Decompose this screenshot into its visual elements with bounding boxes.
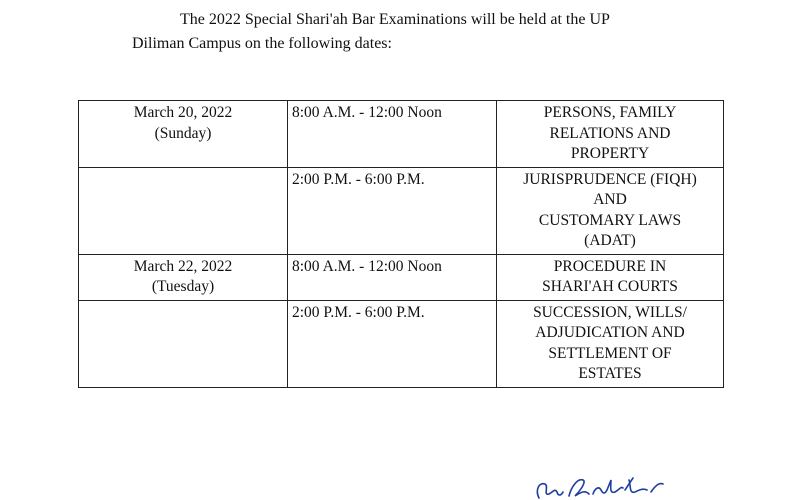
subject-line: SHARI'AH COURTS xyxy=(542,278,678,295)
subject-cell xyxy=(497,167,724,254)
subject-line: ESTATES xyxy=(578,365,642,382)
time-cell xyxy=(288,101,497,168)
date-cell xyxy=(79,101,288,168)
subject-line: CUSTOMARY LAWS xyxy=(538,211,682,229)
subject-line: PERSONS, FAMILY xyxy=(543,104,677,121)
intro-line-2: Diliman Campus on the following dates: xyxy=(132,35,392,52)
subject-line: AND xyxy=(593,191,627,208)
exam-date: March 20, 2022 xyxy=(133,104,233,121)
subject-line: PROPERTY xyxy=(570,145,650,162)
exam-day: (Sunday) xyxy=(154,124,212,142)
date-cell xyxy=(79,254,288,300)
table-row xyxy=(79,254,724,300)
intro-paragraph xyxy=(132,8,652,56)
time-cell xyxy=(288,254,497,300)
signature-icon xyxy=(525,470,685,500)
exam-time: 2:00 P.M. - 6:00 P.M. xyxy=(292,170,425,188)
exam-schedule-table xyxy=(78,100,724,388)
subject-cell xyxy=(497,300,724,387)
exam-time: 8:00 A.M. - 12:00 Noon xyxy=(292,104,442,121)
exam-day: (Tuesday) xyxy=(151,278,215,295)
subject-cell xyxy=(497,101,724,168)
exam-time: 2:00 P.M. - 6:00 P.M. xyxy=(292,303,425,321)
subject-line: JURISPRUDENCE (FIQH) xyxy=(523,170,697,188)
time-cell xyxy=(288,167,497,254)
exam-date: March 22, 2022 xyxy=(133,257,233,275)
exam-time: 8:00 A.M. - 12:00 Noon xyxy=(292,257,442,275)
subject-line: (ADAT) xyxy=(584,232,636,249)
subject-line: PROCEDURE IN xyxy=(553,257,667,275)
table-row xyxy=(79,300,724,387)
subject-line: ADJUDICATION AND xyxy=(535,324,685,341)
time-cell xyxy=(288,300,497,387)
table-row xyxy=(79,101,724,168)
date-cell xyxy=(79,167,288,254)
subject-line: SUCCESSION, WILLS/ xyxy=(533,303,687,321)
subject-line: SETTLEMENT OF xyxy=(548,344,672,362)
table-row xyxy=(79,167,724,254)
subject-cell xyxy=(497,254,724,300)
subject-line: RELATIONS AND xyxy=(549,124,671,142)
intro-line-1: The 2022 Special Shari'ah Bar Examinations will be held at the UP xyxy=(180,11,610,28)
date-cell xyxy=(79,300,288,387)
